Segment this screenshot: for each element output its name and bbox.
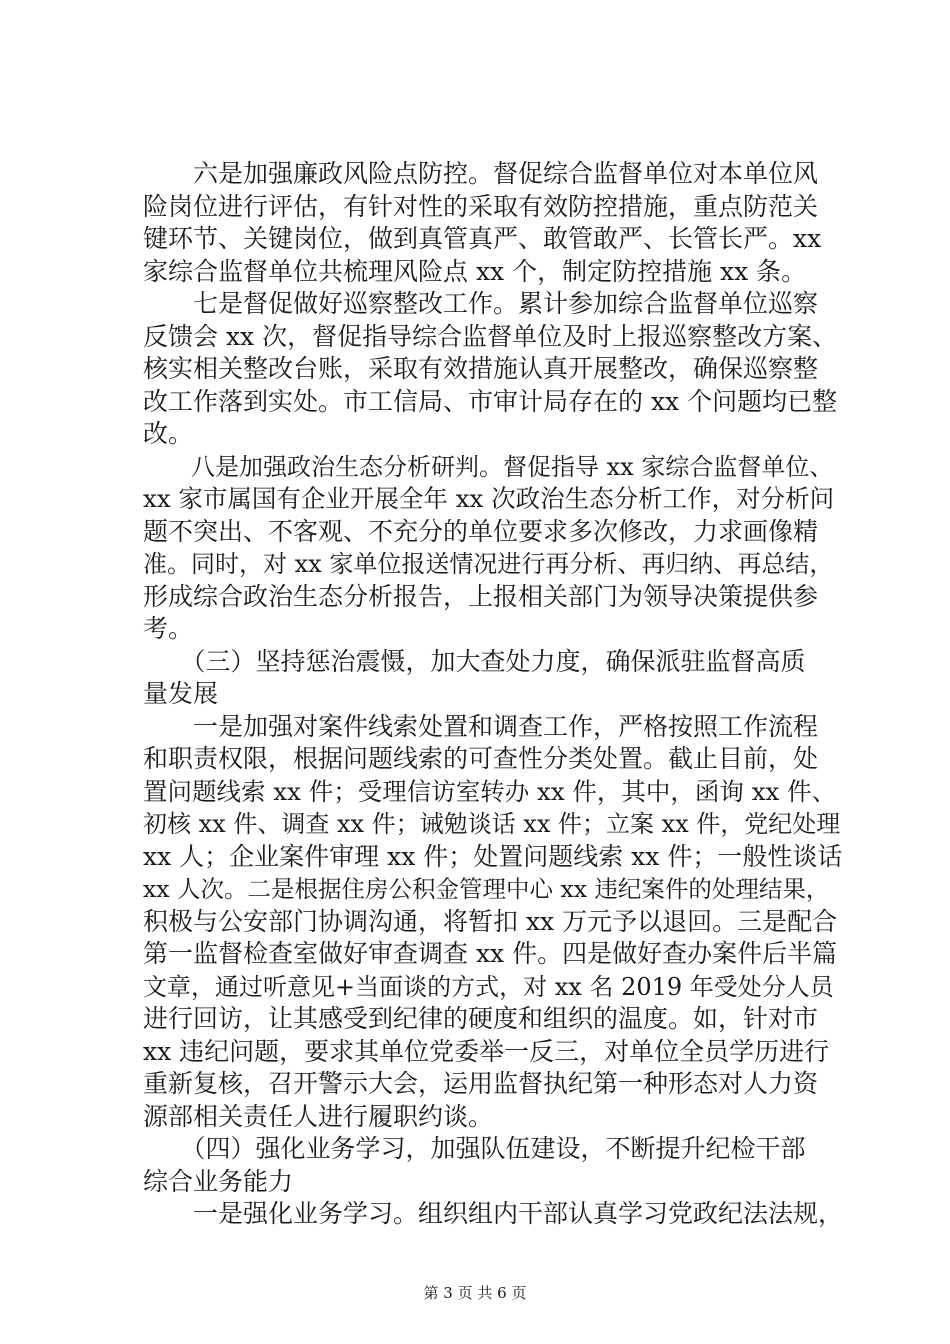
text-line: xx 人；企业案件审理 xx 件；处置问题线索 xx 件；一般性谈话: [143, 841, 843, 871]
text-line: 键环节、关键岗位，做到真管真严、敢管敢严、长管长严。xx: [143, 224, 822, 253]
text-line: 形成综合政治生态分析报告，上报相关部门为领导决策提供参: [143, 581, 819, 611]
text-line: 源部相关责任人进行履职约谈。: [143, 1101, 494, 1131]
text-line: 改。: [143, 419, 194, 448]
text-line: 改工作落到实处。市工信局、市审计局存在的 xx 个问题均已整: [143, 386, 838, 416]
text-line: 题不突出、不客观、不充分的单位要求多次修改，力求画像精: [143, 516, 819, 546]
text-line: 综合业务能力: [143, 1166, 294, 1196]
text-line: 置问题线索 xx 件；受理信访室转办 xx 件，其中，函询 xx 件、: [143, 776, 837, 806]
text-line: xx 家市属国有企业开展全年 xx 次政治生态分析工作，对分析问: [143, 484, 835, 513]
text-line: （三）坚持惩治震慑，加大查处力度，确保派驻监督高质: [143, 646, 806, 676]
text-line: 一是强化业务学习。组织组内干部认真学习党政纪法法规，: [143, 1199, 844, 1228]
text-line: xx 违纪问题，要求其单位党委举一反三，对单位全员学历进行: [143, 1036, 830, 1066]
document-body: [143, 158, 843, 1231]
text-line: 重新复核，召开警示大会，运用监督执纪第一种形态对人力资: [143, 1069, 819, 1098]
text-line: （四）强化业务学习，加强队伍建设，不断提升纪检干部: [143, 1134, 806, 1163]
text-line: 反馈会 xx 次，督促指导综合监督单位及时上报巡察整改方案、: [143, 321, 838, 351]
text-line: 家综合监督单位共梳理风险点 xx 个，制定防控措施 xx 条。: [143, 256, 807, 286]
text-line: 八是加强政治生态分析研判。督促指导 xx 家综合监督单位、: [143, 452, 834, 481]
page-footer: 第 3 页 共 6 页: [423, 1284, 527, 1302]
text-line: 六是加强廉政风险点防控。督促综合监督单位对本单位风: [143, 159, 819, 188]
text-line: 文章，通过听意见+当面谈的方式，对 xx 名 2019 年受处分人员: [143, 972, 834, 1001]
text-line: 核实相关整改台账，采取有效措施认真开展整改，确保巡察整: [143, 354, 819, 383]
text-line: xx 人次。二是根据住房公积金管理中心 xx 违纪案件的处理结果，: [143, 875, 830, 903]
text-line: 七是督促做好巡察整改工作。累计参加综合监督单位巡察: [143, 289, 819, 318]
text-line: 考。: [143, 614, 194, 643]
text-line: 一是加强对案件线索处置和调查工作，严格按照工作流程: [143, 711, 819, 741]
text-line: 进行回访，让其感受到纪律的硬度和组织的温度。如，针对市: [143, 1004, 819, 1033]
text-line: 积极与公安部门协调沟通，将暂扣 xx 万元予以退回。三是配合: [143, 906, 838, 936]
text-line: 险岗位进行评估，有针对性的采取有效防控措施，重点防范关: [143, 191, 819, 221]
text-line: 和职责权限，根据问题线索的可查性分类处置。截止目前，处: [143, 744, 819, 773]
text-line: 初核 xx 件、调查 xx 件；诫勉谈话 xx 件；立案 xx 件，党纪处理: [143, 810, 841, 838]
text-line: 量发展: [143, 679, 219, 708]
text-line: 准。同时，对 xx 家单位报送情况进行再分析、再归纳、再总结，: [143, 550, 834, 578]
text-line: 第一监督检查室做好审查调查 xx 件。四是做好查办案件后半篇: [143, 939, 838, 968]
